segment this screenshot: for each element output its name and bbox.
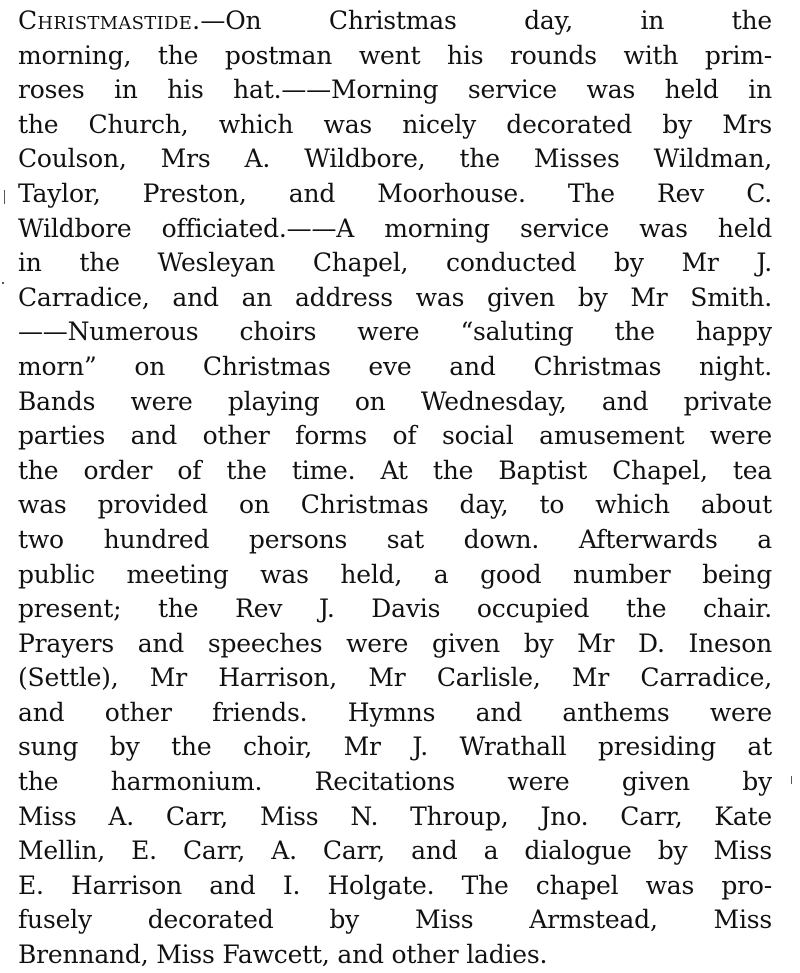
text-line-20: (Settle), Mr Harrison, Mr Carlisle, Mr Carradice,	[18, 663, 772, 693]
text-line-9: Carradice, and an address was given by Mr Smith.	[18, 282, 772, 312]
text-line-13: parties and other forms of social amusement were	[18, 421, 772, 451]
text-line-19: Prayers and speeches were given by Mr D. Ineson	[18, 628, 772, 658]
text-line-10: ——Numerous choirs were “saluting the happy	[18, 317, 772, 347]
text-line-1	[18, 4, 772, 39]
text-line-22: sung by the choir, Mr J. Wrathall presiding at	[18, 732, 772, 762]
text-line-23: the harmonium. Recitations were given by	[18, 767, 772, 797]
text-line-4: the Church, which was nicely decorated by Mrs	[18, 109, 772, 139]
text-line-25: Mellin, E. Carr, A. Carr, and a dialogue by Miss	[18, 836, 772, 866]
scan-speck	[2, 282, 4, 284]
text-line-6: Taylor, Preston, and Moorhouse. The Rev C.	[18, 178, 772, 208]
text-line-26: E. Harrison and I. Holgate. The chapel was pro-	[18, 870, 772, 900]
text-line-2: morning, the postman went his rounds with prim-	[18, 40, 772, 70]
text-line-21: and other friends. Hymns and anthems were	[18, 697, 772, 727]
text-line-1-body: —On Christmas day, in the	[200, 6, 772, 35]
text-line-12: Bands were playing on Wednesday, and private	[18, 386, 772, 416]
text-line-5: Coulson, Mrs A. Wildbore, the Misses Wildman,	[18, 144, 772, 174]
scan-speck	[791, 776, 792, 784]
text-line-17: public meeting was held, a good number being	[18, 559, 772, 589]
section-headword: Christmastide.	[18, 6, 201, 35]
text-line-3: roses in his hat.——Morning service was held in	[18, 75, 772, 105]
text-line-27: fusely decorated by Miss Armstead, Miss	[18, 905, 772, 935]
text-line-18: present; the Rev J. Davis occupied the chair.	[18, 594, 772, 624]
text-line-14: the order of the time. At the Baptist Chapel, tea	[18, 455, 772, 485]
text-line-11: morn” on Christmas eve and Christmas night.	[18, 351, 772, 381]
text-line-7: Wildbore officiated.——A morning service was held	[18, 213, 772, 243]
text-line-28: Brennand, Miss Fawcett, and other ladies.	[18, 940, 548, 970]
text-line-24: Miss A. Carr, Miss N. Throup, Jno. Carr, Kate	[18, 801, 772, 831]
newspaper-clipping	[18, 4, 772, 973]
text-line-16: two hundred persons sat down. Afterwards a	[18, 524, 772, 554]
text-line-15: was provided on Christmas day, to which about	[18, 490, 772, 520]
text-line-8: in the Wesleyan Chapel, conducted by Mr J.	[18, 248, 772, 278]
scan-speck	[4, 190, 5, 204]
